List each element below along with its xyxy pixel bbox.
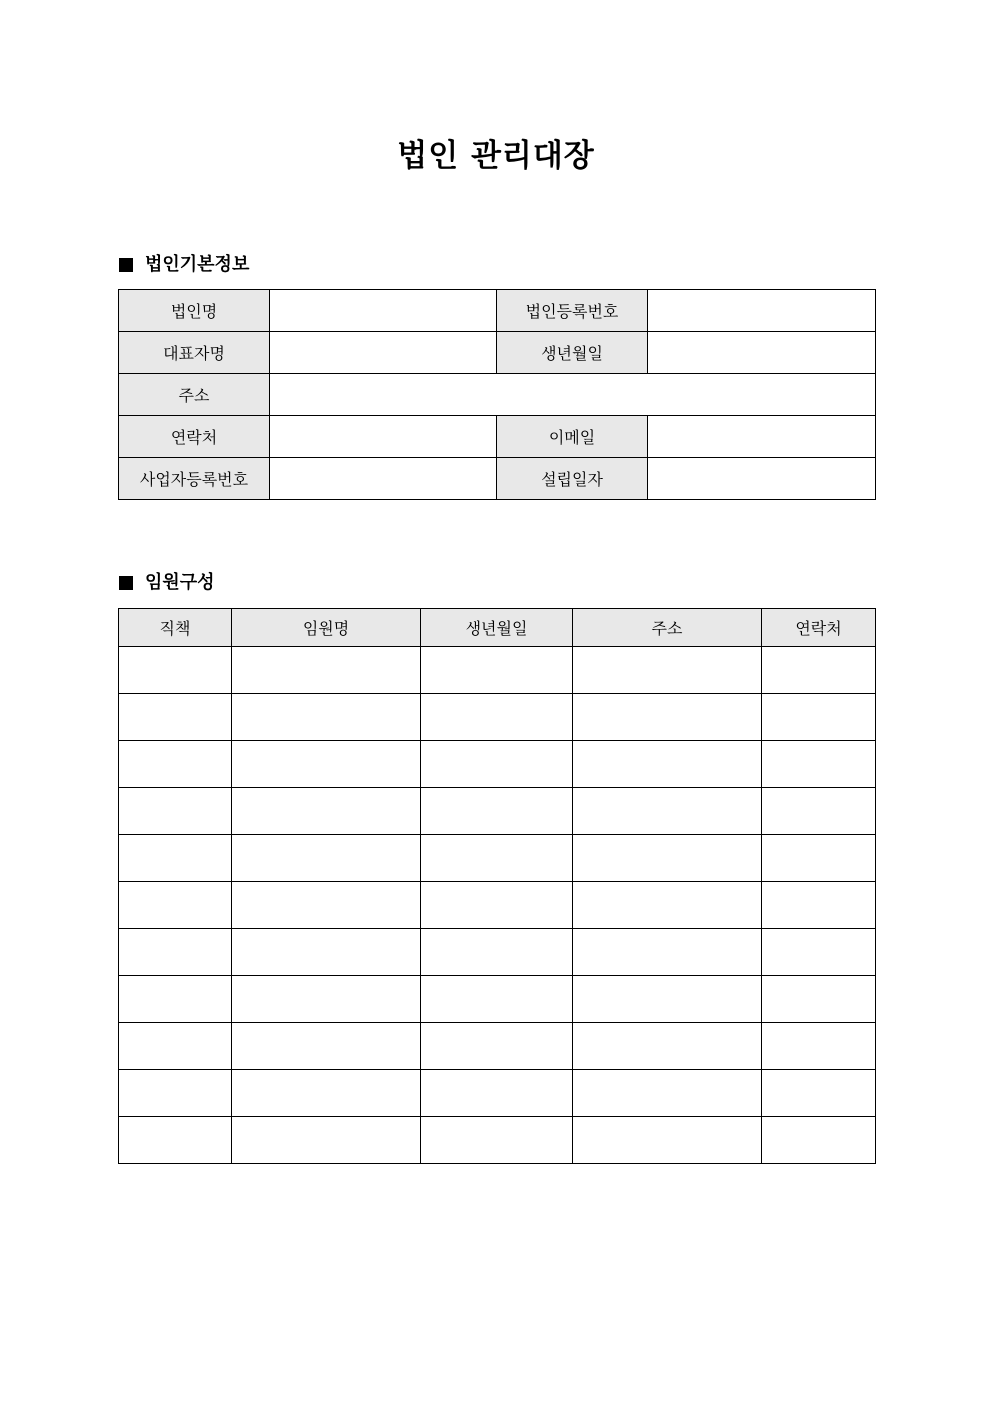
field-contact[interactable] <box>270 416 497 458</box>
table-cell-contact[interactable] <box>762 1070 876 1117</box>
table-cell-contact[interactable] <box>762 976 876 1023</box>
column-header-position: 직책 <box>119 609 232 647</box>
square-bullet-icon <box>119 258 133 272</box>
table-row <box>119 416 876 458</box>
table-cell-birth-date[interactable] <box>421 976 573 1023</box>
table-cell-address[interactable] <box>573 741 762 788</box>
field-representative[interactable] <box>270 332 497 374</box>
table-cell-address[interactable] <box>573 694 762 741</box>
table-row <box>119 647 876 694</box>
label-email: 이메일 <box>497 416 648 458</box>
table-cell-contact[interactable] <box>762 929 876 976</box>
table-cell-position[interactable] <box>119 929 232 976</box>
table-row <box>119 1117 876 1164</box>
table-row <box>119 788 876 835</box>
field-established-date[interactable] <box>648 458 876 500</box>
table-cell-position[interactable] <box>119 741 232 788</box>
table-cell-contact[interactable] <box>762 788 876 835</box>
table-row <box>119 1023 876 1070</box>
table-cell-birth-date[interactable] <box>421 929 573 976</box>
table-cell-officer-name[interactable] <box>232 788 421 835</box>
column-header-birth-date: 생년월일 <box>421 609 573 647</box>
field-address[interactable] <box>270 374 876 416</box>
basic-info-table <box>118 289 876 500</box>
field-email[interactable] <box>648 416 876 458</box>
table-cell-address[interactable] <box>573 929 762 976</box>
table-cell-birth-date[interactable] <box>421 835 573 882</box>
table-cell-birth-date[interactable] <box>421 1070 573 1117</box>
table-cell-officer-name[interactable] <box>232 1023 421 1070</box>
table-cell-officer-name[interactable] <box>232 976 421 1023</box>
table-row <box>119 976 876 1023</box>
table-cell-address[interactable] <box>573 976 762 1023</box>
table-cell-position[interactable] <box>119 1070 232 1117</box>
table-cell-contact[interactable] <box>762 647 876 694</box>
table-cell-contact[interactable] <box>762 741 876 788</box>
table-cell-birth-date[interactable] <box>421 1117 573 1164</box>
table-cell-address[interactable] <box>573 1023 762 1070</box>
table-cell-contact[interactable] <box>762 1117 876 1164</box>
table-cell-officer-name[interactable] <box>232 835 421 882</box>
section-heading-basic-info-label: 법인기본정보 <box>145 254 250 275</box>
field-corp-name[interactable] <box>270 290 497 332</box>
table-cell-address[interactable] <box>573 647 762 694</box>
table-cell-contact[interactable] <box>762 882 876 929</box>
label-address: 주소 <box>119 374 270 416</box>
label-corp-reg-no: 법인등록번호 <box>497 290 648 332</box>
table-cell-officer-name[interactable] <box>232 1117 421 1164</box>
square-bullet-icon <box>119 576 133 590</box>
table-cell-position[interactable] <box>119 976 232 1023</box>
table-cell-position[interactable] <box>119 1023 232 1070</box>
table-cell-position[interactable] <box>119 835 232 882</box>
table-cell-officer-name[interactable] <box>232 694 421 741</box>
table-cell-birth-date[interactable] <box>421 741 573 788</box>
label-established-date: 설립일자 <box>497 458 648 500</box>
table-cell-address[interactable] <box>573 835 762 882</box>
label-contact: 연락처 <box>119 416 270 458</box>
table-cell-position[interactable] <box>119 647 232 694</box>
table-cell-officer-name[interactable] <box>232 647 421 694</box>
table-cell-birth-date[interactable] <box>421 647 573 694</box>
label-corp-name: 법인명 <box>119 290 270 332</box>
table-cell-officer-name[interactable] <box>232 1070 421 1117</box>
table-row <box>119 741 876 788</box>
table-row <box>119 835 876 882</box>
page-title: 법인 관리대장 <box>397 138 595 174</box>
section-heading-officers-label: 임원구성 <box>145 572 215 593</box>
table-cell-position[interactable] <box>119 1117 232 1164</box>
table-cell-birth-date[interactable] <box>421 788 573 835</box>
table-row <box>119 458 876 500</box>
table-row <box>119 374 876 416</box>
section-heading-officers <box>119 571 215 595</box>
table-cell-address[interactable] <box>573 1117 762 1164</box>
table-cell-officer-name[interactable] <box>232 882 421 929</box>
label-business-reg-no: 사업자등록번호 <box>119 458 270 500</box>
table-cell-address[interactable] <box>573 788 762 835</box>
table-cell-address[interactable] <box>573 1070 762 1117</box>
label-birth-date: 생년월일 <box>497 332 648 374</box>
table-row <box>119 694 876 741</box>
table-cell-position[interactable] <box>119 882 232 929</box>
table-cell-birth-date[interactable] <box>421 694 573 741</box>
section-heading-basic-info <box>119 253 249 277</box>
table-cell-position[interactable] <box>119 788 232 835</box>
table-cell-officer-name[interactable] <box>232 929 421 976</box>
field-corp-reg-no[interactable] <box>648 290 876 332</box>
column-header-address: 주소 <box>573 609 762 647</box>
column-header-officer-name: 임원명 <box>232 609 421 647</box>
table-cell-officer-name[interactable] <box>232 741 421 788</box>
table-cell-contact[interactable] <box>762 835 876 882</box>
table-row <box>119 882 876 929</box>
table-row <box>119 332 876 374</box>
table-row <box>119 929 876 976</box>
table-cell-contact[interactable] <box>762 1023 876 1070</box>
table-header-row <box>119 609 876 647</box>
table-cell-birth-date[interactable] <box>421 1023 573 1070</box>
table-row <box>119 1070 876 1117</box>
table-row <box>119 290 876 332</box>
field-business-reg-no[interactable] <box>270 458 497 500</box>
label-representative: 대표자명 <box>119 332 270 374</box>
column-header-contact: 연락처 <box>762 609 876 647</box>
table-cell-contact[interactable] <box>762 694 876 741</box>
field-birth-date[interactable] <box>648 332 876 374</box>
officers-table <box>118 608 876 1164</box>
table-cell-position[interactable] <box>119 694 232 741</box>
table-cell-address[interactable] <box>573 882 762 929</box>
table-cell-birth-date[interactable] <box>421 882 573 929</box>
